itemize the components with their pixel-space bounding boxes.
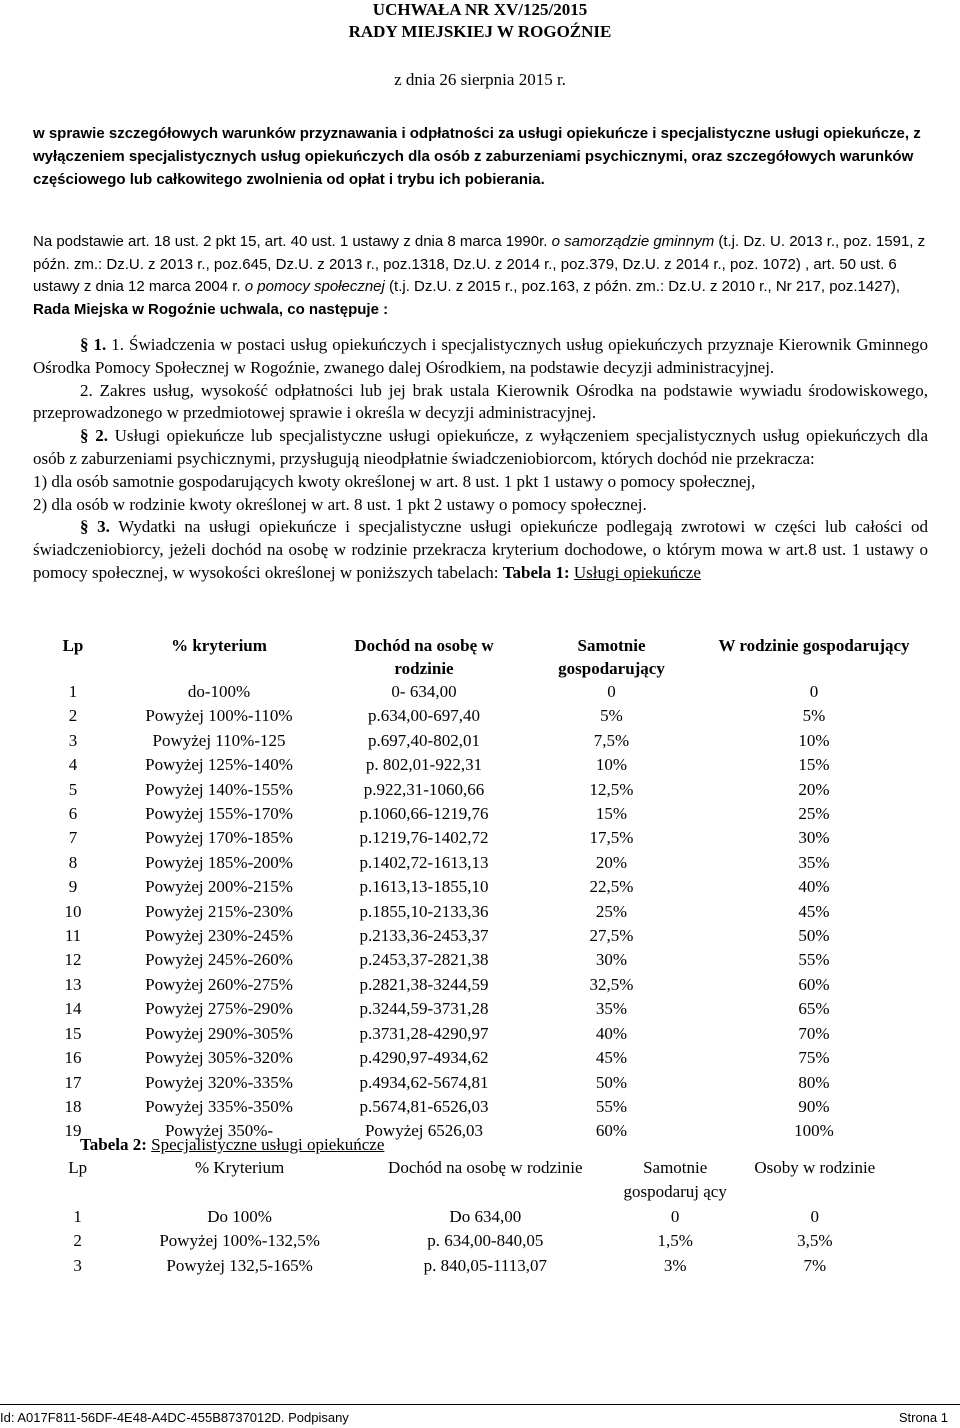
table-cell: 3,5% — [797, 1231, 833, 1251]
resolution-body — [33, 334, 928, 585]
table-cell: 14 — [64, 999, 82, 1019]
table-cell: 70% — [798, 1023, 830, 1043]
table-cell: 1,5% — [657, 1231, 693, 1251]
section-2 — [33, 425, 928, 471]
section-3 — [33, 516, 928, 584]
table-cell: Powyżej 100%-132,5% — [159, 1231, 320, 1251]
table-cell: p.1855,10-2133,36 — [359, 901, 489, 921]
point-2-text: Zakres usług, wysokość odpłatności lub jej brak ustala Kierownik Ośrodka na podstawie wywiadu środowiskowego, przeprowadzonego w przedmiotowej sprawie i określa w decyzji administracyjnej. — [33, 380, 928, 423]
document-id: Id: A017F811-56DF-4E48-A4DC-455B8737012D. Podpisany — [0, 1410, 349, 1425]
column-header: % Kryterium — [194, 1158, 285, 1177]
table-cell: 12 — [64, 950, 82, 970]
table-cell: Powyżej 215%-230% — [145, 901, 293, 921]
table-cell: 75% — [798, 1048, 830, 1068]
column-header: Dochód na osobę w rodzinie — [388, 1158, 583, 1177]
table-cell: p.1613,13-1855,10 — [359, 877, 489, 897]
table-cell: p.2453,37-2821,38 — [359, 950, 489, 970]
basis-act-2: o pomocy społecznej — [244, 278, 385, 296]
table-cell: Powyżej 110%-125 — [152, 730, 286, 750]
section-1-point-1 — [33, 334, 928, 380]
table-cell: 5% — [600, 706, 623, 726]
table-1-label: Tabela 1: — [502, 562, 574, 582]
table-cell: 40% — [798, 877, 830, 897]
table-cell: p.922,31-1060,66 — [363, 779, 485, 799]
table-cell: 100% — [794, 1121, 834, 1141]
table-cell: Do 634,00 — [449, 1206, 522, 1226]
table-cell: 35% — [798, 852, 830, 872]
table-cell: 8 — [68, 852, 78, 872]
section-2-item-2: 2) dla osób w rodzinie kwoty określonej w art. 8 ust. 1 pkt 2 ustawy o pomocy społecznej. — [33, 494, 647, 514]
table-services — [33, 633, 928, 1144]
table-cell: Powyżej 275%-290% — [145, 999, 293, 1019]
table-1-row — [33, 802, 928, 826]
table-1-row — [33, 997, 928, 1021]
table-1-row — [33, 900, 928, 924]
table-cell: 2 — [73, 1231, 82, 1251]
basis-act-1: o samorządzie gminnym — [551, 233, 715, 250]
table-cell: Powyżej 140%-155% — [145, 779, 293, 799]
page-number: Strona 1 — [898, 1410, 948, 1425]
table-cell: 2 — [68, 706, 78, 726]
table-cell: p. 634,00-840,05 — [427, 1231, 544, 1251]
table-cell: 19 — [64, 1121, 82, 1141]
table-cell: Powyżej 320%-335% — [145, 1072, 293, 1092]
table-cell: 80% — [798, 1072, 830, 1092]
table-cell: 15% — [798, 755, 830, 775]
table-cell: Do 100% — [207, 1206, 272, 1226]
table-cell: 10% — [798, 730, 830, 750]
table-cell: 3 — [73, 1255, 82, 1275]
table-1-row — [33, 851, 928, 875]
table-cell: p.5674,81-6526,03 — [359, 1096, 489, 1116]
footer-divider — [0, 1404, 960, 1405]
table-cell: 20% — [798, 779, 830, 799]
table-cell: 7% — [803, 1255, 827, 1275]
table-specialist-services — [33, 1156, 893, 1278]
table-cell: 18 — [64, 1096, 82, 1116]
section-2-item-1: 1) dla osób samotnie gospodarujących kwoty określonej w art. 8 ust. 1 pkt 1 ustawy o pomocy społecznej, — [33, 471, 756, 491]
table-1-row — [33, 1071, 928, 1095]
table-cell: 13 — [64, 974, 82, 994]
table-cell: 7 — [68, 828, 78, 848]
table-2-caption — [80, 1135, 384, 1155]
table-cell: 0 — [607, 682, 616, 701]
table-1-row — [33, 1022, 928, 1046]
table-cell: 0 — [809, 682, 819, 701]
table-cell: p.1219,76-1402,72 — [359, 828, 489, 848]
table-cell: Powyżej 200%-215% — [145, 877, 293, 897]
table-cell: Powyżej 100%-110% — [145, 706, 293, 726]
table-cell: 40% — [595, 1023, 628, 1043]
table-cell: 0 — [670, 1206, 680, 1226]
table-cell: 12,5% — [589, 779, 634, 799]
table-cell: p.697,40-802,01 — [368, 730, 480, 750]
resolution-title: UCHWAŁA NR XV/125/2015 — [372, 0, 588, 19]
table-cell: Powyżej 350%- — [164, 1121, 274, 1141]
table-cell: p.2821,38-3244,59 — [359, 974, 489, 994]
table-cell: Powyżej 290%-305% — [145, 1023, 293, 1043]
table-1-row — [33, 1095, 928, 1119]
column-header: Samotnie gospodarujący — [558, 636, 665, 678]
table-1-row — [33, 948, 928, 972]
table-cell: Powyżej 170%-185% — [145, 828, 293, 848]
table-cell: 30% — [798, 828, 830, 848]
table-cell: Powyżej 305%-320% — [145, 1048, 293, 1068]
table-cell: Powyżej 245%-260% — [145, 950, 293, 970]
basis-text-3: (t.j. Dz.U. z 2015 r., poz.163, z późn. zm.: Dz.U. z 2010 r., Nr 217, poz.1427), — [384, 278, 901, 296]
column-header: Lp — [62, 636, 84, 655]
table-cell: 50% — [798, 926, 830, 946]
table-cell: 45% — [798, 901, 830, 921]
column-header: Osoby w rodzinie — [754, 1158, 876, 1177]
resolution-date: z dnia 26 sierpnia 2015 r. — [394, 70, 566, 89]
council-name: RADY MIEJSKIEJ W ROGOŹNIE — [348, 22, 612, 41]
table-cell: p.2133,36-2453,37 — [359, 926, 489, 946]
table-cell: 0- 634,00 — [391, 682, 457, 701]
table-cell: Powyżej 260%-275% — [145, 974, 293, 994]
column-header: Lp — [68, 1158, 88, 1177]
table-cell: 11 — [64, 926, 82, 946]
basis-text-1: Na podstawie art. 18 ust. 2 pkt 15, art. 40 ust. 1 ustawy z dnia 8 marca 1990r. — [33, 233, 552, 250]
table-cell: 4 — [68, 755, 78, 775]
table-cell: Powyżej 132,5-165% — [166, 1255, 313, 1275]
table-cell: 17,5% — [589, 828, 634, 848]
column-header: Dochód na osobę w rodzinie — [354, 636, 494, 678]
table-cell: Powyżej 155%-170% — [145, 804, 293, 824]
table-cell: 0 — [810, 1206, 820, 1226]
point-1-number: 1. — [111, 335, 125, 354]
table-cell: 16 — [64, 1048, 82, 1068]
table-cell: Powyżej 335%-350% — [145, 1096, 293, 1116]
table-1-row — [33, 973, 928, 997]
table-cell: 60% — [595, 1121, 628, 1141]
table-cell: Powyżej 185%-200% — [145, 852, 293, 872]
table-cell: 10 — [64, 901, 82, 921]
table-2-header-row — [33, 1156, 893, 1205]
section-3-text: Wydatki na usługi opiekuńcze i specjalistyczne usługi opiekuńcze podlegają zwrotowi w części lub całości od świadczeniobiorcy, jeżeli dochód na osobę w rodzinie przekracza kryterium dochodowe, o którym mowa w art.8 ust. 1 ustawy o pomocy społecznej, w wysokości określonej w poniższych tabelach: — [33, 517, 928, 582]
table-2-row — [33, 1254, 893, 1278]
table-cell: 30% — [595, 950, 628, 970]
table-1-row — [33, 778, 928, 802]
column-header: W rodzinie gospodarujący — [718, 636, 910, 655]
table-cell: 55% — [798, 950, 830, 970]
section-2-text: Usługi opiekuńcze lub specjalistyczne usługi opiekuńcze, z wyłączeniem specjalistycznych usług opiekuńczych dla osób z zaburzeniami psychicznymi, przysługują nieodpłatnie świadczeniobiorcom, których dochód nie przekracza: — [33, 426, 928, 468]
table-2-title: Specjalistyczne usługi opiekuńcze — [151, 1135, 385, 1154]
table-cell: 60% — [798, 974, 830, 994]
table-cell: p.1402,72-1613,13 — [359, 852, 489, 872]
table-cell: 90% — [798, 1096, 830, 1116]
table-cell: 35% — [595, 999, 628, 1019]
table-cell: 15% — [595, 804, 628, 824]
table-cell: p. 840,05-1113,07 — [423, 1255, 548, 1275]
table-2-row — [33, 1229, 893, 1253]
table-cell: p.3731,28-4290,97 — [359, 1023, 489, 1043]
table-1-row — [33, 680, 928, 704]
table-cell: 32,5% — [589, 974, 634, 994]
table-cell: 5% — [802, 706, 826, 726]
table-cell: 3 — [68, 730, 78, 750]
table-cell: 15 — [64, 1023, 82, 1043]
table-cell: 50% — [595, 1072, 628, 1092]
table-cell: Powyżej 125%-140% — [145, 755, 293, 775]
section-3-mark: § 3. — [80, 517, 110, 537]
table-cell: 1 — [73, 1206, 82, 1226]
table-cell: 20% — [595, 852, 628, 872]
table-cell: Powyżej 6526,03 — [364, 1121, 484, 1141]
table-cell: p.1060,66-1219,76 — [359, 804, 489, 824]
table-cell: 7,5% — [593, 730, 630, 750]
point-2-number: 2. — [80, 380, 93, 400]
table-1-row — [33, 704, 928, 728]
table-cell: 25% — [595, 901, 628, 921]
table-cell: p.4934,62-5674,81 — [359, 1072, 489, 1092]
table-1-header-row — [33, 633, 928, 680]
table-cell: 10% — [595, 755, 628, 775]
table-cell: p.4290,97-4934,62 — [359, 1048, 489, 1068]
section-2-mark: § 2. — [80, 426, 108, 446]
table-cell: 65% — [798, 999, 830, 1019]
table-cell: p. 802,01-922,31 — [365, 755, 483, 775]
table-cell: 22,5% — [589, 877, 634, 897]
table-cell: 17 — [64, 1072, 82, 1092]
table-1-row — [33, 826, 928, 850]
table-1-title: Usługi opiekuńcze — [573, 562, 701, 582]
table-cell: p.3244,59-3731,28 — [359, 999, 489, 1019]
column-header: % kryterium — [171, 636, 267, 655]
table-cell: 1 — [68, 682, 78, 701]
table-cell: 6 — [68, 804, 78, 824]
section-1-mark: § 1. — [80, 335, 107, 354]
table-cell: 9 — [68, 877, 78, 897]
table-cell: p.634,00-697,40 — [368, 706, 480, 726]
table-1-row — [33, 729, 928, 753]
table-1-row — [33, 924, 928, 948]
legal-basis — [33, 231, 928, 322]
table-cell: 5 — [68, 779, 78, 799]
table-cell: 45% — [595, 1048, 628, 1068]
resolution-subject: w sprawie szczegółowych warunków przyznawania i odpłatności za usługi opiekuńcze i specjalistyczne usługi opiekuńcze, z wyłączeniem specjalistycznych usług opiekuńczych dla osób z zaburzeniami psychicznymi, oraz szczegółowych warunków częściowego lub całkowitego zwolnienia od opłat i trybu ich pobierania. — [33, 125, 921, 188]
table-cell: do-100% — [187, 682, 251, 701]
point-1-text: Świadczenia w postaci usług opiekuńczych i specjalistycznych usług opiekuńczych przyznaje Kierownik Gminnego Ośrodka Pomocy Społecznej w Rogoźnie, zwanego dalej Ośrodkiem, na podstawie decyzji administracyjnej. — [33, 335, 929, 377]
table-cell: Powyżej 230%-245% — [145, 926, 293, 946]
column-header: Samotnie gospodaruj ący — [623, 1158, 727, 1202]
table-1-row — [33, 1046, 928, 1070]
section-1-point-2 — [33, 380, 928, 426]
basis-text-2: (t.j. Dz. U. 2013 r., poz. 1591, z późn. zm.: Dz.U. z 2013 r., poz.645, Dz.U. z 2013 r., poz.1318, Dz.U. z 2014 r., poz.379, Dz.U. z 2014 r., poz. 1072) , art. 50 ust. 6 ustawy z dnia 12 marca 2004 r. — [33, 233, 926, 296]
table-cell: 55% — [595, 1096, 628, 1116]
table-2-label: Tabela 2: — [80, 1135, 152, 1154]
table-2-row — [33, 1205, 893, 1229]
table-1-row — [33, 753, 928, 777]
table-cell: 3% — [663, 1255, 687, 1275]
table-cell: 27,5% — [589, 926, 634, 946]
basis-decision: Rada Miejska w Rogoźnie uchwala, co następuje : — [33, 301, 389, 319]
table-1-row — [33, 875, 928, 899]
table-cell: 25% — [798, 804, 830, 824]
